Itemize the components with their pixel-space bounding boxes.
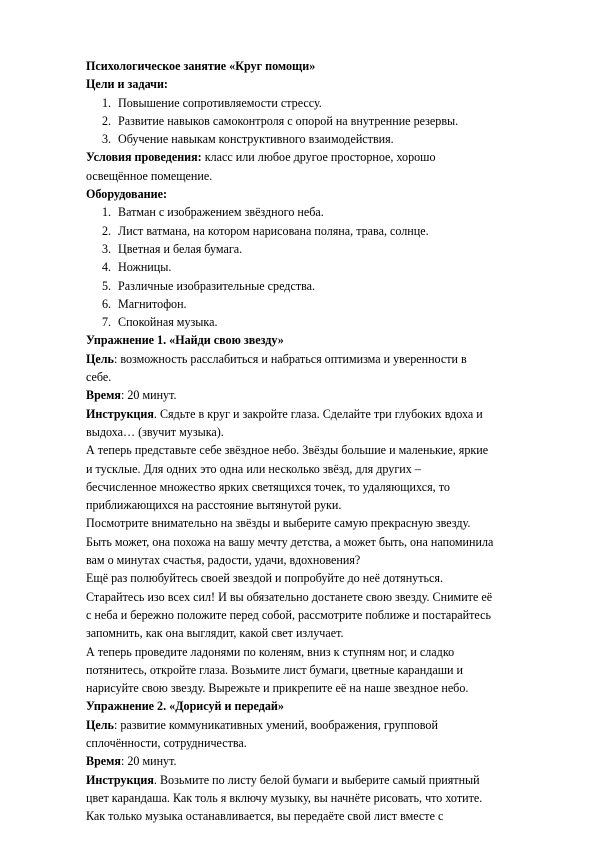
conditions-paragraph: Условия проведения: класс или любое другое просторное, хорошо (86, 150, 436, 165)
text-line: Как только музыка останавливается, вы передаёте свой лист вместе с (86, 809, 444, 824)
text-line: Старайтесь изо всех сил! И вы обязательно достанете свою звезду. Снимите её (86, 589, 493, 604)
equipment-heading: Оборудование: (86, 187, 167, 202)
text-line: нарисуйте свою звезду. Вырежьте и прикрепите её на наше звездное небо. (86, 681, 469, 696)
exercise2-body (86, 789, 518, 826)
exercise2-time: Время: 20 минут. (86, 754, 177, 769)
goals-heading: Цели и задачи: (86, 77, 168, 92)
text-line: с неба и бережно положите перед собой, рассмотрите поближе и постарайтесь (86, 607, 491, 622)
text-line: А теперь проведите ладонями по коленям, вниз к ступням ног, и сладко (86, 644, 455, 659)
text-line: и тусклые. Для одних это одна или несколько звёзд, для других – (86, 461, 421, 476)
exercise2-instruction: Инструкция. Возьмите по листу белой бумаги и выберите самый приятный (86, 772, 480, 787)
text-line: бесчисленное множество ярких светящихся точек, то удаляющихся, то (86, 479, 450, 494)
exercise2-goal: Цель: развитие коммуникативных умений, воображения, групповой (86, 717, 438, 732)
conditions-text: освещённое помещение. (86, 168, 213, 183)
exercise1-body (86, 423, 518, 697)
list-item: 3. Цветная и белая бумага. (102, 241, 243, 256)
list-item: 5. Различные изобразительные средства. (102, 278, 316, 293)
exercise1-title: Упражнение 1. «Найди свою звезду» (86, 333, 284, 348)
text-line: Ещё раз полюбуйтесь своей звездой и попробуйте до неё дотянуться. (86, 571, 443, 586)
list-item: 2. Лист ватмана, на котором нарисована поляна, трава, солнце. (102, 223, 429, 238)
equipment-list (86, 203, 518, 331)
text-line: потянитесь, откройте глаза. Возьмите лист бумаги, цветные карандаши и (86, 662, 463, 677)
exercise1-time: Время: 20 минут. (86, 388, 177, 403)
list-item: 1. Повышение сопротивляемости стрессу. (102, 95, 322, 110)
text-line: цвет карандаша. Как толь я включу музыку, вы начнёте рисовать, что хотите. (86, 790, 483, 805)
text-line: приближающихся на расстояние вытянутой руки. (86, 498, 342, 513)
exercise1-goal-cont: себе. (86, 370, 112, 385)
list-item: 7. Спокойная музыка. (102, 315, 218, 330)
text-line: Быть может, она похожа на вашу мечту детства, а может быть, она напоминила (86, 534, 494, 549)
text-line: вам о минутах счастья, радости, удачи, вдохновения? (86, 553, 361, 568)
document-page (86, 57, 518, 825)
exercise1-instruction: Инструкция. Сядьте в круг и закройте глаза. Сделайте три глубоких вдоха и (86, 406, 483, 421)
text-line: А теперь представьте себе звёздное небо. Звёзды большие и маленькие, яркие (86, 443, 489, 458)
text-line: запомнить, как она выглядит, какой свет излучает. (86, 626, 344, 641)
list-item: 2. Развитие навыков самоконтроля с опорой на внутренние резервы. (102, 113, 459, 128)
exercise2-goal-cont: сплочённости, сотрудничества. (86, 735, 247, 750)
list-item: 6. Магнитофон. (102, 296, 187, 311)
document-title: Психологическое занятие «Круг помощи» (86, 59, 316, 73)
text-line: выдоха… (звучит музыка). (86, 424, 224, 439)
text-line: Посмотрите внимательно на звёзды и выберите самую прекрасную звезду. (86, 516, 471, 531)
conditions-label: Условия проведения: (86, 150, 202, 165)
goals-list (86, 94, 518, 149)
exercise2-title: Упражнение 2. «Дорисуй и передай» (86, 699, 284, 714)
list-item: 4. Ножницы. (102, 260, 172, 275)
exercise1-goal: Цель: возможность расслабиться и набраться оптимизма и уверенности в (86, 351, 467, 366)
list-item: 3. Обучение навыкам конструктивного взаимодействия. (102, 132, 394, 147)
list-item: 1. Ватман с изображением звёздного неба. (102, 205, 324, 220)
